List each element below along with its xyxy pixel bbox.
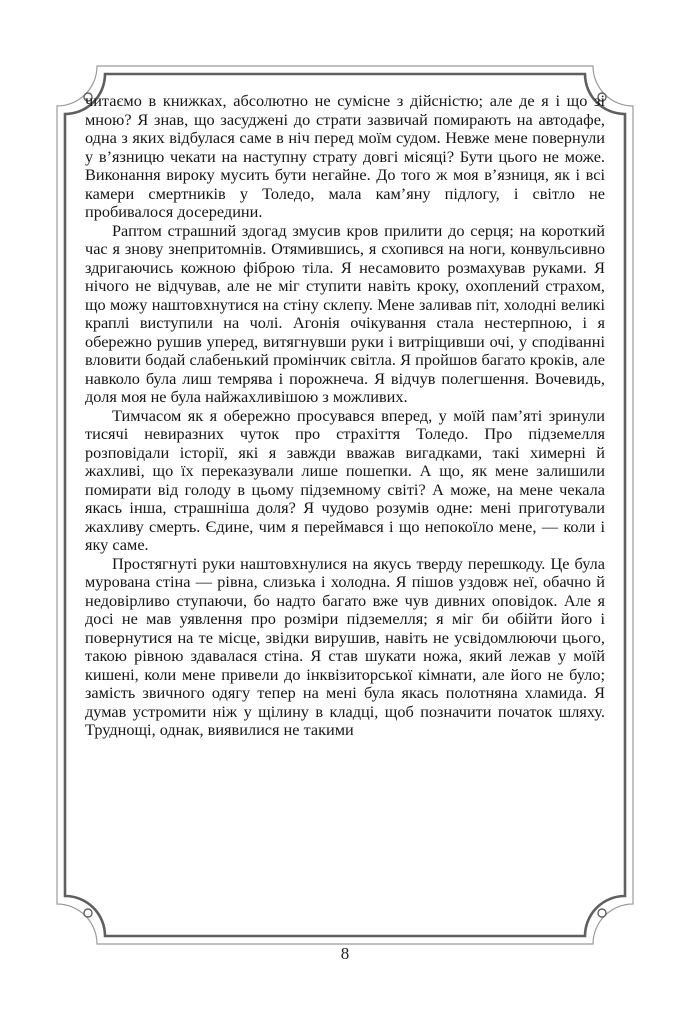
paragraph: Простягнуті руки наштовхнулися на якусь тверду перешкоду. Це була мурована стіна — рівна, слизька і холодна. Я пішов уздовж неї, обачно й недовірливо ступаючи, бо надто багато вже чув дивних оповідок. Але я досі не мав уявлення про розміри підземелля; я міг би обійти його і повернутися на те місце, звідки вирушив, навіть не усвідомлюючи цього, такою рівною здавалася стіна. Я став шукати ножа, який лежав у моїй кишені, коли мене привели до інквізиторської кімнати, але його не було; замість звичного одягу тепер на мені була якась полотняна хламида. Я думав устромити ніж у щілину в кладці, щоб позначити початок шляху. Труднощі, однак, виявилися не такими [85, 553, 605, 739]
page-number: 8 [340, 944, 350, 963]
paragraph: Раптом страшний здогад змусив кров прилити до серця; на короткий час я знову знепритомнів. Отямившись, я схопився на ноги, конвульсивно здригаючись кожною фіброю тіла. Я несамовито розмахував руками. Я нічого не відчував, але не міг ступити навіть кроку, охоплений страхом, що можу наштовхнутися на стіну склепу. Мене заливав піт, холодні великі краплі виступили на чолі. Агонія очікування стала нестерпною, і я обережно рушив уперед, витягнувши руки і витріщивши очі, у сподіванні вловити бодай слабенький промінчик світла. Я пройшов багато кроків, але навколо була лиш темрява і порожнеча. Я відчув полегшення. Вочевидь, доля моя не була найжахливішою з можливих. [85, 220, 605, 406]
body-text [85, 92, 605, 740]
paragraph-continuation: читаємо в книжках, абсолютно не сумісне з дійсністю; але де я і що зі мною? Я знав, що засуджені до страти зазвичай помирають на автодафе, одна з яких відбулася саме в ніч перед моїм судом. Невже мене повернули у в’язницю чекати на наступну страту довгі місяці? Бути цього не може. Виконання вироку мусить бути негайне. До того ж моя в’язниця, як і всі камери смертників у Толедо, мала кам’яну підлогу, і світло не пробивалося досередини. [85, 91, 605, 221]
corner-curl-icon [598, 909, 606, 917]
corner-curl-icon [84, 909, 92, 917]
paragraph: Тимчасом як я обережно просувався вперед, у моїй пам’яті зринули тисячі невиразних чуток про страхіття Толедо. Про підземелля розповідали історії, які я завжди вважав вигадками, такі химерні й жахливі, що їх переказували лише пошепки. А що, як мене залишили помирати від голоду в цьому підземному світі? А може, на мене чекала якась інша, страшніша доля? Я чудово розумів одне: мені приготували жахливу смерть. Єдине, чим я переймався і що непокоїло мене, — коли і яку саме. [85, 405, 605, 554]
